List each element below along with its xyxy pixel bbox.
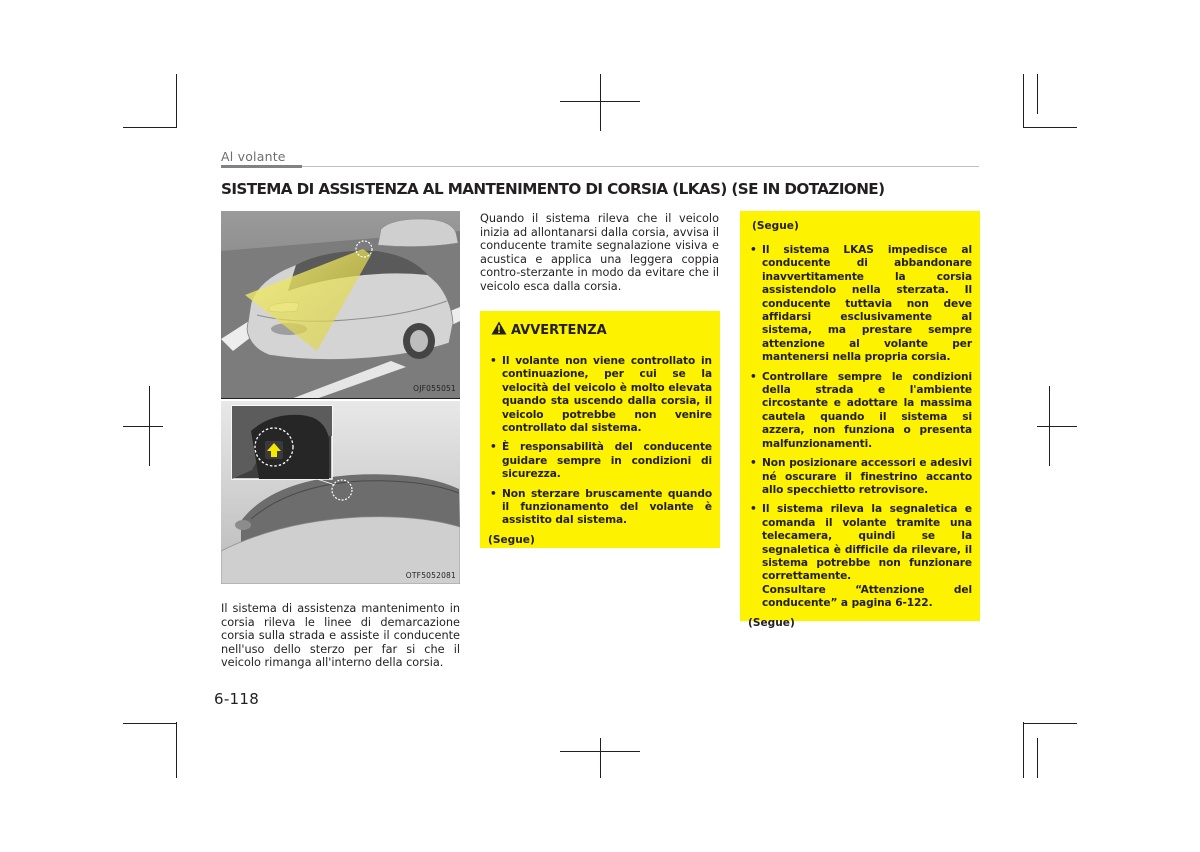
warning-item: • Controllare sempre le condizioni della strada e l'ambiente circostante e adottare la massima cautela quando il sistema si azzera, non funziona o presenta malfunzionamenti. bbox=[748, 371, 972, 451]
cross-reference: Consultare “Attenzione del conducente” a pagina 6-122. bbox=[762, 583, 972, 610]
warning-box bbox=[480, 311, 720, 548]
header-rule-accent bbox=[221, 165, 302, 168]
warning-item: • Non sterzare bruscamente quando il funzionamento del volante è assistito dal sistema. bbox=[488, 488, 712, 528]
header-rule bbox=[302, 166, 979, 167]
continued-warning-box bbox=[740, 211, 980, 629]
figure-divider bbox=[221, 398, 460, 399]
warning-item: • Il sistema LKAS impedisce al conducente di abbandonare inavvertitamente la corsia assistendolo nella sterzata. Il conducente tuttavia non deve affidarsi esclusivamente al sistema, ma prestare sempre attenzione al volante per mantenersi nella propria corsia. bbox=[748, 244, 972, 365]
windshield-camera-illustration bbox=[221, 401, 460, 584]
middle-paragraph: Quando il sistema rileva che il veicolo inizia ad allontanarsi dalla corsia, avvisa il conducente tramite segnalazione visiva e acustica e applica una leggera coppia contro-sterzante in modo da evitare che il veicolo esca dalla corsia. bbox=[480, 212, 719, 293]
warning-item-text: Il sistema rileva la segnaletica e comanda il volante tramite una telecamera, quindi se la segnaletica è difficile da rilevare, il sistema potrebbe non funzionare correttamente. bbox=[762, 503, 972, 583]
figure-windshield-camera bbox=[221, 401, 460, 584]
car-lane-illustration bbox=[221, 211, 460, 399]
warning-heading bbox=[491, 321, 712, 339]
figure-car-lane-camera bbox=[221, 211, 460, 399]
section-header-label: Al volante bbox=[221, 149, 286, 164]
page-number: 6-118 bbox=[214, 690, 260, 708]
warning-item: • È responsabilità del conducente guidare sempre in condizioni di sicurezza. bbox=[488, 441, 712, 481]
figure-code: OJF055051 bbox=[413, 384, 456, 393]
warning-list bbox=[488, 355, 712, 528]
figure-code: OTF5052081 bbox=[405, 571, 456, 580]
warning-item bbox=[748, 503, 972, 610]
continued-header: (Segue) bbox=[752, 220, 799, 232]
warning-item: • Il volante non viene controllato in continuazione, per cui se la velocità del veicolo è molto elevata quando sta uscendo dalla corsia, il veicolo potrebbe non venire controllato dal sistema. bbox=[488, 355, 712, 435]
continued-note: (Segue) bbox=[488, 533, 535, 546]
warning-triangle-icon bbox=[491, 321, 507, 339]
warning-item: • Non posizionare accessori e adesivi né oscurare il finestrino accanto allo specchietto retrovisore. bbox=[748, 457, 972, 497]
lane-keeping-arrow-icon bbox=[264, 440, 284, 460]
continued-note: (Segue) bbox=[748, 616, 795, 629]
warning-heading-text: AVVERTENZA bbox=[511, 322, 607, 338]
page-title: SISTEMA DI ASSISTENZA AL MANTENIMENTO DI CORSIA (LKAS) (SE IN DOTAZIONE) bbox=[221, 180, 885, 198]
continued-warning-list bbox=[748, 244, 972, 611]
left-paragraph: Il sistema di assistenza mantenimento in corsia rileva le linee di demarcazione corsia sulla strada e assiste il conducente nell'uso dello sterzo per far si che il veicolo rimanga all'interno della corsia. bbox=[221, 602, 460, 670]
